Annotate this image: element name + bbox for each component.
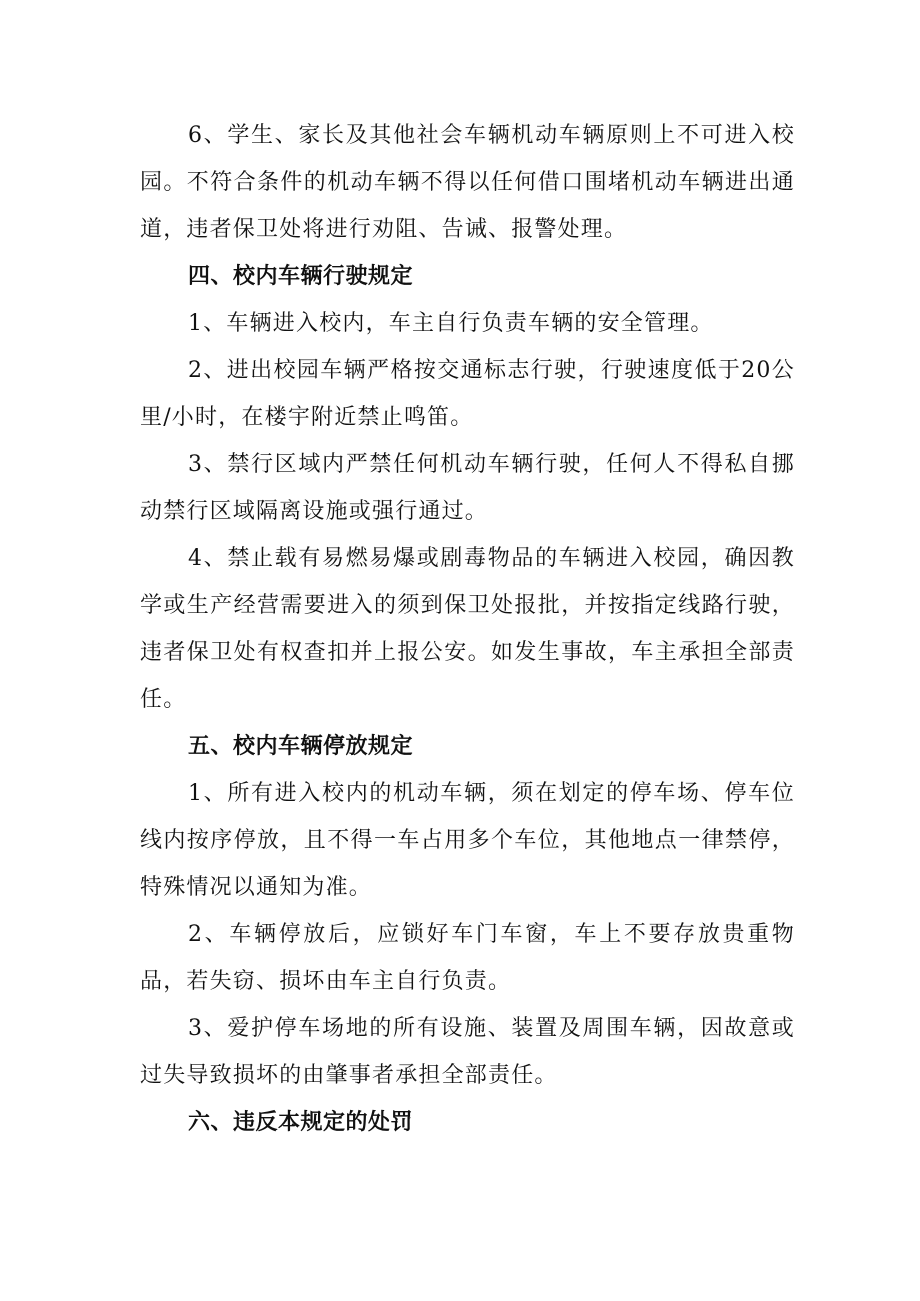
document-body (140, 112, 795, 1146)
section-5-rule-2-paragraph: 2、车辆停放后，应锁好车门车窗，车上不要存放贵重物品，若失窃、损坏由车主自行负责。 (140, 922, 795, 994)
section-6-heading: 六、违反本规定的处罚 (188, 1110, 414, 1135)
section-5-heading: 五、校内车辆停放规定 (188, 734, 414, 759)
section-4-rule-2-paragraph: 2、进出校园车辆严格按交通标志行驶，行驶速度低于20公里/小时，在楼宇附近禁止鸣笛。 (140, 358, 795, 430)
section-4-rule-4-paragraph: 4、禁止载有易燃易爆或剧毒物品的车辆进入校园，确因教学或生产经营需要进入的须到保卫处报批，并按指定线路行驶，违者保卫处有权查扣并上报公安。如发生事故，车主承担全部责任。 (140, 546, 795, 712)
section-5-rule-3-paragraph: 3、爱护停车场地的所有设施、装置及周围车辆，因故意或过失导致损坏的由肇事者承担全部责任。 (140, 1016, 795, 1088)
section-5-rule-1-paragraph: 1、所有进入校内的机动车辆，须在划定的停车场、停车位线内按序停放，且不得一车占用多个车位，其他地点一律禁停，特殊情况以通知为准。 (140, 781, 795, 900)
section-4-heading: 四、校内车辆行驶规定 (188, 264, 414, 289)
section-4-rule-1-paragraph: 1、车辆进入校内，车主自行负责车辆的安全管理。 (188, 311, 714, 336)
rule-6-paragraph: 6、学生、家长及其他社会车辆机动车辆原则上不可进入校园。不符合条件的机动车辆不得以任何借口围堵机动车辆进出通道，违者保卫处将进行劝阻、告诫、报警处理。 (140, 123, 795, 242)
section-4-rule-3-paragraph: 3、禁行区域内严禁任何机动车辆行驶，任何人不得私自挪动禁行区域隔离设施或强行通过。 (140, 452, 795, 524)
